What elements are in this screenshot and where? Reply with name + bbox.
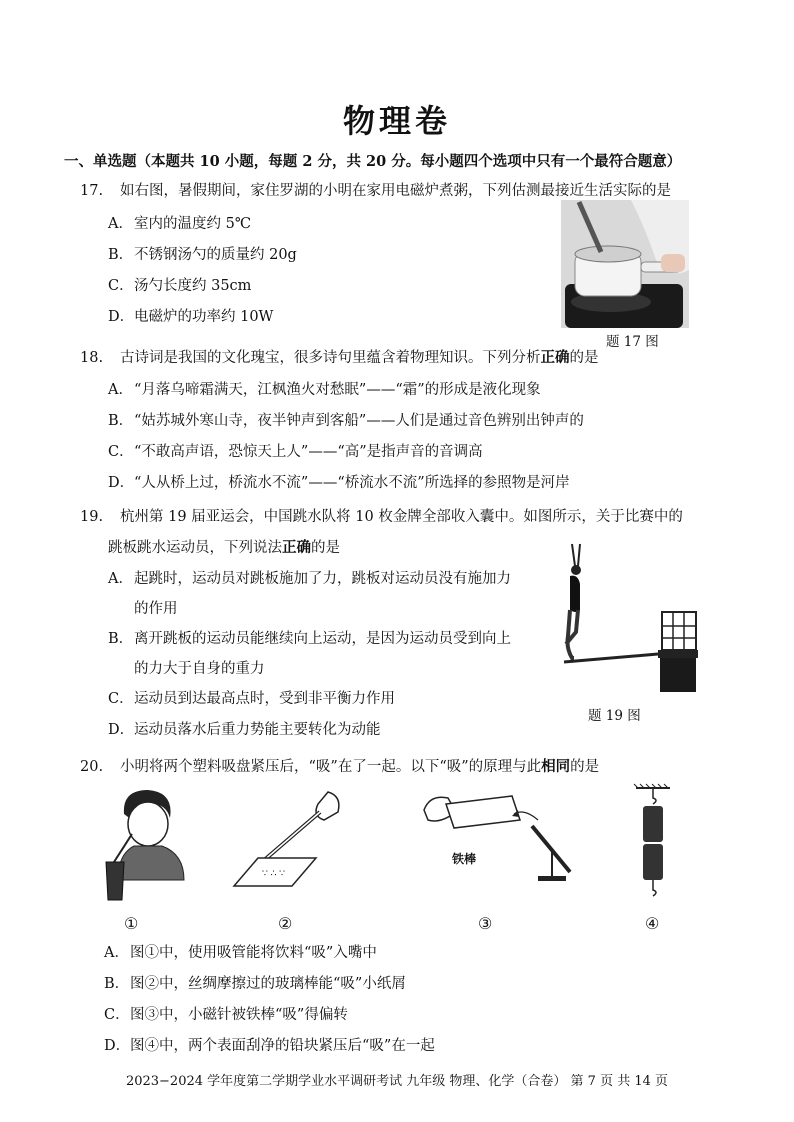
hand (661, 254, 685, 272)
q20-option-a: A．图①中，使用吸管能将饮料“吸”入嘴中 (104, 945, 377, 961)
platform-base (660, 658, 696, 692)
q17-photo (561, 200, 689, 328)
q19-option-b: B．离开跳板的运动员能继续向上运动，是因为运动员受到向上 (108, 631, 511, 647)
diver-head (571, 565, 581, 575)
q20-option-b: B．图②中，丝绸摩擦过的玻璃棒能“吸”小纸屑 (104, 976, 406, 992)
drink-cup (106, 862, 124, 900)
q18-option-d: D．“人从桥上过，桥流水不流”——“桥流水不流”所选择的参照物是河岸 (108, 475, 570, 491)
q18-option-a: A．“月落乌啼霜满天，江枫渔火对愁眠”——“霜”的形成是液化现象 (108, 382, 541, 398)
question-17-stem (80, 181, 671, 201)
fig2-glass-rod (232, 790, 344, 890)
q19-option-a-cont: 的作用 (134, 601, 178, 617)
q17-option-d: D．电磁炉的功率约 10W (108, 309, 274, 325)
q18-option-b: B．“姑苏城外寒山寺，夜半钟声到客船”——人们是通过音色辨别出钟声的 (108, 413, 584, 429)
page-title: 物理卷 (342, 102, 451, 140)
question-20-stem: 20. 小明将两个塑料吸盘紧压后，“吸”在了一起。以下“吸”的原理与此相同的是 (80, 758, 600, 775)
fig3-iron-rod (420, 790, 580, 890)
question-number: 17. (80, 183, 104, 199)
lead-block-top (643, 806, 663, 842)
q19-option-b-cont: 的力大于自身的重力 (134, 661, 265, 677)
q20-option-d: D．图④中，两个表面刮净的铅块紧压后“吸”在一起 (104, 1038, 435, 1054)
iron-rod-label: 铁棒 (452, 852, 477, 866)
pot-rim (575, 246, 641, 262)
lead-block-bottom (643, 844, 663, 880)
stand-base (538, 876, 566, 881)
hand (316, 792, 339, 820)
bottom-hook (653, 880, 656, 896)
q17-option-c: C．汤勺长度约 35cm (108, 278, 252, 294)
fig4-lead-blocks (632, 784, 674, 902)
q19-option-c: C．运动员到达最高点时，受到非平衡力作用 (108, 691, 395, 707)
page-footer: 2023−2024 学年度第二学期学业水平调研考试 九年级 物理、化学（合卷） 第 7 页 共 14 页 (125, 1074, 669, 1089)
diver-body (570, 576, 580, 612)
q17-option-a: A．室内的温度约 5℃ (108, 216, 252, 232)
q17-caption: 题 17 图 (606, 334, 659, 350)
question-19-stem-line2: 跳板跳水运动员，下列说法正确的是 (108, 539, 340, 556)
fig-label-2: ② (278, 914, 293, 933)
question-text: 如右图，暑假期间，家住罗湖的小明在家用电磁炉煮粥，下列估测最接近生活实际的是 (120, 183, 671, 199)
railing (662, 612, 696, 650)
fig-label-3: ③ (478, 914, 493, 933)
hook (653, 788, 656, 804)
boy-face (128, 802, 168, 846)
q20-option-c: C．图③中，小磁针被铁棒“吸”得偏转 (104, 1007, 348, 1023)
q19-diver-figure (558, 540, 700, 696)
question-18-stem: 18. 古诗词是我国的文化瑰宝，很多诗句里蕴含着物理知识。下列分析正确的是 (80, 349, 599, 366)
section-heading: 一、单选题（本题共 10 小题，每题 2 分，共 20 分。每小题四个选项中只有一个最符合题意） (64, 153, 682, 170)
paper-bits: ∵ ∴ ∵ (262, 869, 285, 879)
boy-shirt (118, 846, 184, 880)
iron-rod (446, 796, 520, 828)
fig1-boy-straw (104, 784, 190, 902)
fig-label-4: ④ (645, 914, 660, 933)
q18-option-c: C．“不敢高声语，恐惊天上人”——“高”是指声音的音调高 (108, 444, 483, 460)
platform (658, 650, 698, 658)
fig-label-1: ① (124, 914, 139, 933)
q19-option-d: D．运动员落水后重力势能主要转化为动能 (108, 722, 381, 738)
diver-arm (578, 544, 580, 566)
question-19-stem-line1: 19. 杭州第 19 届亚运会，中国跳水队将 10 枚金牌全部收入囊中。如图所示，关于比赛中的 (80, 509, 683, 525)
diver-arm (572, 544, 575, 566)
q19-caption: 题 19 图 (588, 708, 641, 724)
glass-rod-highlight (262, 812, 320, 862)
springboard (564, 654, 658, 662)
q17-option-b: B．不锈钢汤勺的质量约 20g (108, 247, 297, 263)
q19-option-a: A．起跳时，运动员对跳板施加了力，跳板对运动员没有施加力 (108, 571, 511, 587)
